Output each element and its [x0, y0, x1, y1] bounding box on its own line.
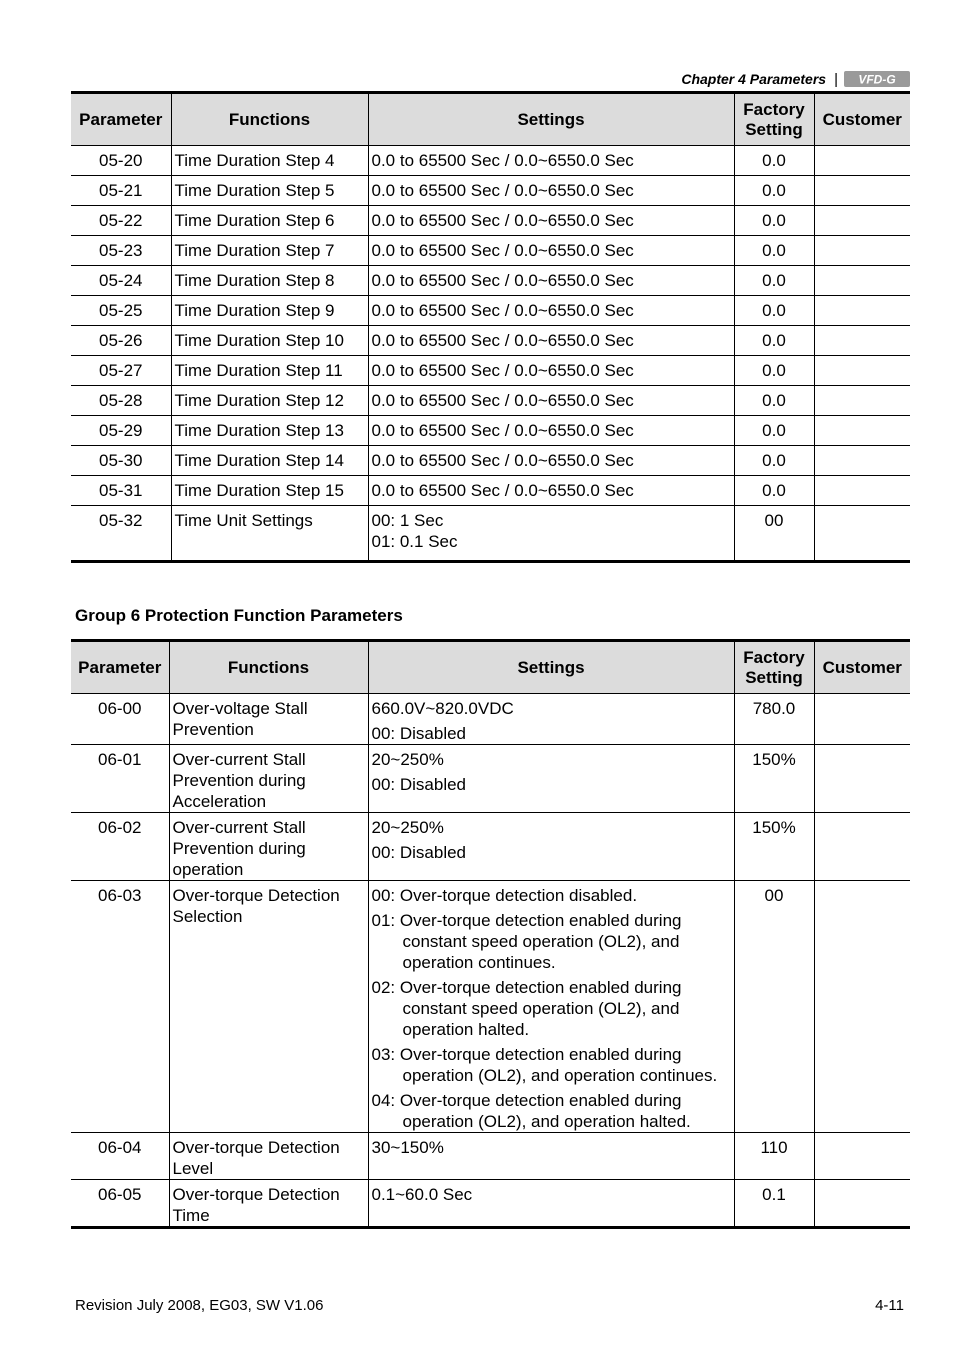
customer-cell — [814, 266, 910, 296]
factory-setting-cell: 150% — [734, 745, 814, 813]
table-row — [71, 446, 910, 476]
function-cell: Over-current Stall Prevention during operation — [169, 813, 368, 881]
setting-line: 00: Over-torque detection disabled. — [371, 886, 638, 905]
setting-line: 20~250% — [371, 750, 444, 769]
function-cell: Time Duration Step 12 — [171, 386, 368, 416]
parameter-cell: 06-02 — [98, 818, 142, 837]
setting-line: 04: Over-torque detection enabled during operation (OL2), and operation halted. — [371, 1091, 691, 1131]
parameter-cell: 05-32 — [99, 511, 143, 530]
parameter-cell: 06-01 — [98, 750, 142, 769]
parameter-cell: 05-25 — [99, 301, 143, 320]
table-row — [71, 1133, 910, 1180]
table-row — [71, 296, 910, 326]
parameter-cell: 06-00 — [98, 699, 142, 718]
parameter-cell: 05-31 — [99, 481, 143, 500]
function-cell: Over-torque Detection Level — [169, 1133, 368, 1180]
function-cell: Time Duration Step 4 — [171, 146, 368, 176]
table-row — [71, 1180, 910, 1228]
factory-setting-cell: 0.0 — [734, 296, 814, 326]
setting-line: 20~250% — [371, 818, 444, 837]
function-cell: Over-torque Detection Time — [169, 1180, 368, 1228]
factory-setting-cell: 0.0 — [734, 416, 814, 446]
customer-cell — [814, 1180, 910, 1228]
setting-line: 0.0 to 65500 Sec / 0.0~6550.0 Sec — [371, 181, 634, 200]
customer-cell — [814, 356, 910, 386]
factory-setting-cell: 00 — [734, 506, 814, 562]
table-row — [71, 386, 910, 416]
setting-line: 0.0 to 65500 Sec / 0.0~6550.0 Sec — [371, 271, 634, 290]
settings-cell — [368, 1133, 734, 1180]
settings-cell — [368, 813, 734, 881]
settings-cell — [368, 1180, 734, 1228]
customer-cell — [814, 881, 910, 1133]
setting-line: 01: 0.1 Sec — [371, 532, 458, 551]
parameter-cell: 06-05 — [98, 1185, 142, 1204]
factory-setting-cell: 780.0 — [734, 694, 814, 745]
col-functions: Functions — [171, 93, 368, 146]
customer-cell — [814, 146, 910, 176]
setting-line: 02: Over-torque detection enabled during constant speed operation (OL2), and operation halted. — [371, 978, 682, 1039]
customer-cell — [814, 813, 910, 881]
parameter-cell: 05-22 — [99, 211, 143, 230]
setting-line: 0.0 to 65500 Sec / 0.0~6550.0 Sec — [371, 391, 634, 410]
factory-setting-cell: 0.0 — [734, 176, 814, 206]
customer-cell — [814, 206, 910, 236]
parameter-table-group5 — [71, 91, 910, 563]
table-row — [71, 146, 910, 176]
col-customer: Customer — [814, 641, 910, 694]
setting-line: 0.0 to 65500 Sec / 0.0~6550.0 Sec — [371, 421, 634, 440]
function-cell: Time Duration Step 14 — [171, 446, 368, 476]
setting-line: 0.0 to 65500 Sec / 0.0~6550.0 Sec — [371, 301, 634, 320]
factory-setting-cell: 0.0 — [734, 236, 814, 266]
settings-cell — [368, 476, 734, 506]
setting-line: 0.0 to 65500 Sec / 0.0~6550.0 Sec — [371, 151, 634, 170]
function-cell: Time Duration Step 7 — [171, 236, 368, 266]
parameter-cell: 05-26 — [99, 331, 143, 350]
vfd-g-logo — [844, 71, 910, 87]
setting-line: 0.0 to 65500 Sec / 0.0~6550.0 Sec — [371, 451, 634, 470]
table-row — [71, 881, 910, 1133]
function-cell: Time Duration Step 13 — [171, 416, 368, 446]
svg-text:VFD-G: VFD-G — [858, 72, 896, 87]
function-cell: Time Duration Step 5 — [171, 176, 368, 206]
customer-cell — [814, 176, 910, 206]
function-cell: Time Duration Step 9 — [171, 296, 368, 326]
setting-line: 00: 1 Sec — [371, 511, 444, 530]
function-cell: Time Unit Settings — [171, 506, 368, 562]
settings-cell — [368, 266, 734, 296]
col-factory-setting: Factory Setting — [734, 93, 814, 146]
settings-cell — [368, 745, 734, 813]
table-body — [71, 694, 910, 1228]
factory-setting-cell: 0.0 — [734, 326, 814, 356]
customer-cell — [814, 506, 910, 562]
table-row — [71, 476, 910, 506]
customer-cell — [814, 476, 910, 506]
parameter-cell: 05-30 — [99, 451, 143, 470]
customer-cell — [814, 326, 910, 356]
customer-cell — [814, 745, 910, 813]
table-row — [71, 326, 910, 356]
customer-cell — [814, 296, 910, 326]
setting-line: 0.0 to 65500 Sec / 0.0~6550.0 Sec — [371, 211, 634, 230]
factory-setting-cell: 0.1 — [734, 1180, 814, 1228]
settings-cell — [368, 416, 734, 446]
setting-line: 00: Disabled — [371, 775, 467, 794]
table-header-row — [71, 641, 910, 694]
setting-line: 0.0 to 65500 Sec / 0.0~6550.0 Sec — [371, 241, 634, 260]
parameter-cell: 06-03 — [98, 886, 142, 905]
settings-cell — [368, 356, 734, 386]
customer-cell — [814, 236, 910, 266]
settings-cell — [368, 206, 734, 236]
setting-line: 30~150% — [371, 1138, 444, 1157]
parameter-cell: 06-04 — [98, 1138, 142, 1157]
table-row — [71, 694, 910, 745]
customer-cell — [814, 694, 910, 745]
col-customer: Customer — [814, 93, 910, 146]
settings-cell — [368, 446, 734, 476]
header-separator: | — [834, 70, 838, 88]
function-cell: Time Duration Step 6 — [171, 206, 368, 236]
table-row — [71, 266, 910, 296]
chapter-title: Chapter 4 Parameters — [681, 71, 827, 87]
col-parameter: Parameter — [71, 641, 169, 694]
settings-cell — [368, 236, 734, 266]
factory-setting-cell: 0.0 — [734, 146, 814, 176]
setting-line: 00: Disabled — [371, 843, 467, 862]
factory-setting-cell: 0.0 — [734, 386, 814, 416]
settings-cell — [368, 176, 734, 206]
function-cell: Over-voltage Stall Prevention — [169, 694, 368, 745]
footer-page-number: 4-11 — [875, 1297, 904, 1314]
settings-cell — [368, 694, 734, 745]
settings-cell — [368, 386, 734, 416]
table-row — [71, 206, 910, 236]
function-cell: Over-torque Detection Selection — [169, 881, 368, 1133]
factory-setting-cell: 0.0 — [734, 356, 814, 386]
setting-line: 660.0V~820.0VDC — [371, 699, 514, 718]
page-header — [600, 68, 910, 90]
parameter-cell: 05-23 — [99, 241, 143, 260]
col-parameter: Parameter — [71, 93, 171, 146]
setting-line: 0.0 to 65500 Sec / 0.0~6550.0 Sec — [371, 361, 634, 380]
function-cell: Time Duration Step 11 — [171, 356, 368, 386]
parameter-cell: 05-24 — [99, 271, 143, 290]
settings-cell — [368, 881, 734, 1133]
setting-line: 0.1~60.0 Sec — [371, 1185, 473, 1204]
settings-cell — [368, 296, 734, 326]
setting-line: 0.0 to 65500 Sec / 0.0~6550.0 Sec — [371, 481, 634, 500]
factory-setting-cell: 00 — [734, 881, 814, 1133]
factory-setting-cell: 150% — [734, 813, 814, 881]
settings-cell — [368, 146, 734, 176]
group-title: Group 6 Protection Function Parameters — [75, 606, 403, 625]
factory-setting-cell: 110 — [734, 1133, 814, 1180]
factory-setting-cell: 0.0 — [734, 266, 814, 296]
table-row — [71, 236, 910, 266]
table-row — [71, 416, 910, 446]
customer-cell — [814, 1133, 910, 1180]
table-row — [71, 813, 910, 881]
function-cell: Time Duration Step 8 — [171, 266, 368, 296]
setting-line: 03: Over-torque detection enabled during operation (OL2), and operation continues. — [371, 1045, 718, 1085]
factory-setting-cell: 0.0 — [734, 476, 814, 506]
table-row — [71, 356, 910, 386]
function-cell: Over-current Stall Prevention during Acceleration — [169, 745, 368, 813]
parameter-cell: 05-20 — [99, 151, 143, 170]
function-cell: Time Duration Step 15 — [171, 476, 368, 506]
footer-revision: Revision July 2008, EG03, SW V1.06 — [75, 1297, 324, 1314]
parameter-cell: 05-21 — [99, 181, 143, 200]
col-settings: Settings — [368, 93, 734, 146]
factory-setting-cell: 0.0 — [734, 206, 814, 236]
table-row — [71, 176, 910, 206]
parameter-cell: 05-27 — [99, 361, 143, 380]
col-factory-setting: Factory Setting — [734, 641, 814, 694]
settings-cell — [368, 506, 734, 562]
customer-cell — [814, 386, 910, 416]
table-row — [71, 745, 910, 813]
setting-line: 01: Over-torque detection enabled during constant speed operation (OL2), and operation continues. — [371, 911, 682, 972]
parameter-table-group6 — [71, 639, 910, 1229]
setting-line: 00: Disabled — [371, 724, 467, 743]
table-body — [71, 146, 910, 562]
customer-cell — [814, 416, 910, 446]
customer-cell — [814, 446, 910, 476]
table-row — [71, 506, 910, 562]
table-header-row — [71, 93, 910, 146]
factory-setting-cell: 0.0 — [734, 446, 814, 476]
settings-cell — [368, 326, 734, 356]
col-functions: Functions — [169, 641, 368, 694]
col-settings: Settings — [368, 641, 734, 694]
setting-line: 0.0 to 65500 Sec / 0.0~6550.0 Sec — [371, 331, 634, 350]
parameter-cell: 05-29 — [99, 421, 143, 440]
parameter-cell: 05-28 — [99, 391, 143, 410]
function-cell: Time Duration Step 10 — [171, 326, 368, 356]
